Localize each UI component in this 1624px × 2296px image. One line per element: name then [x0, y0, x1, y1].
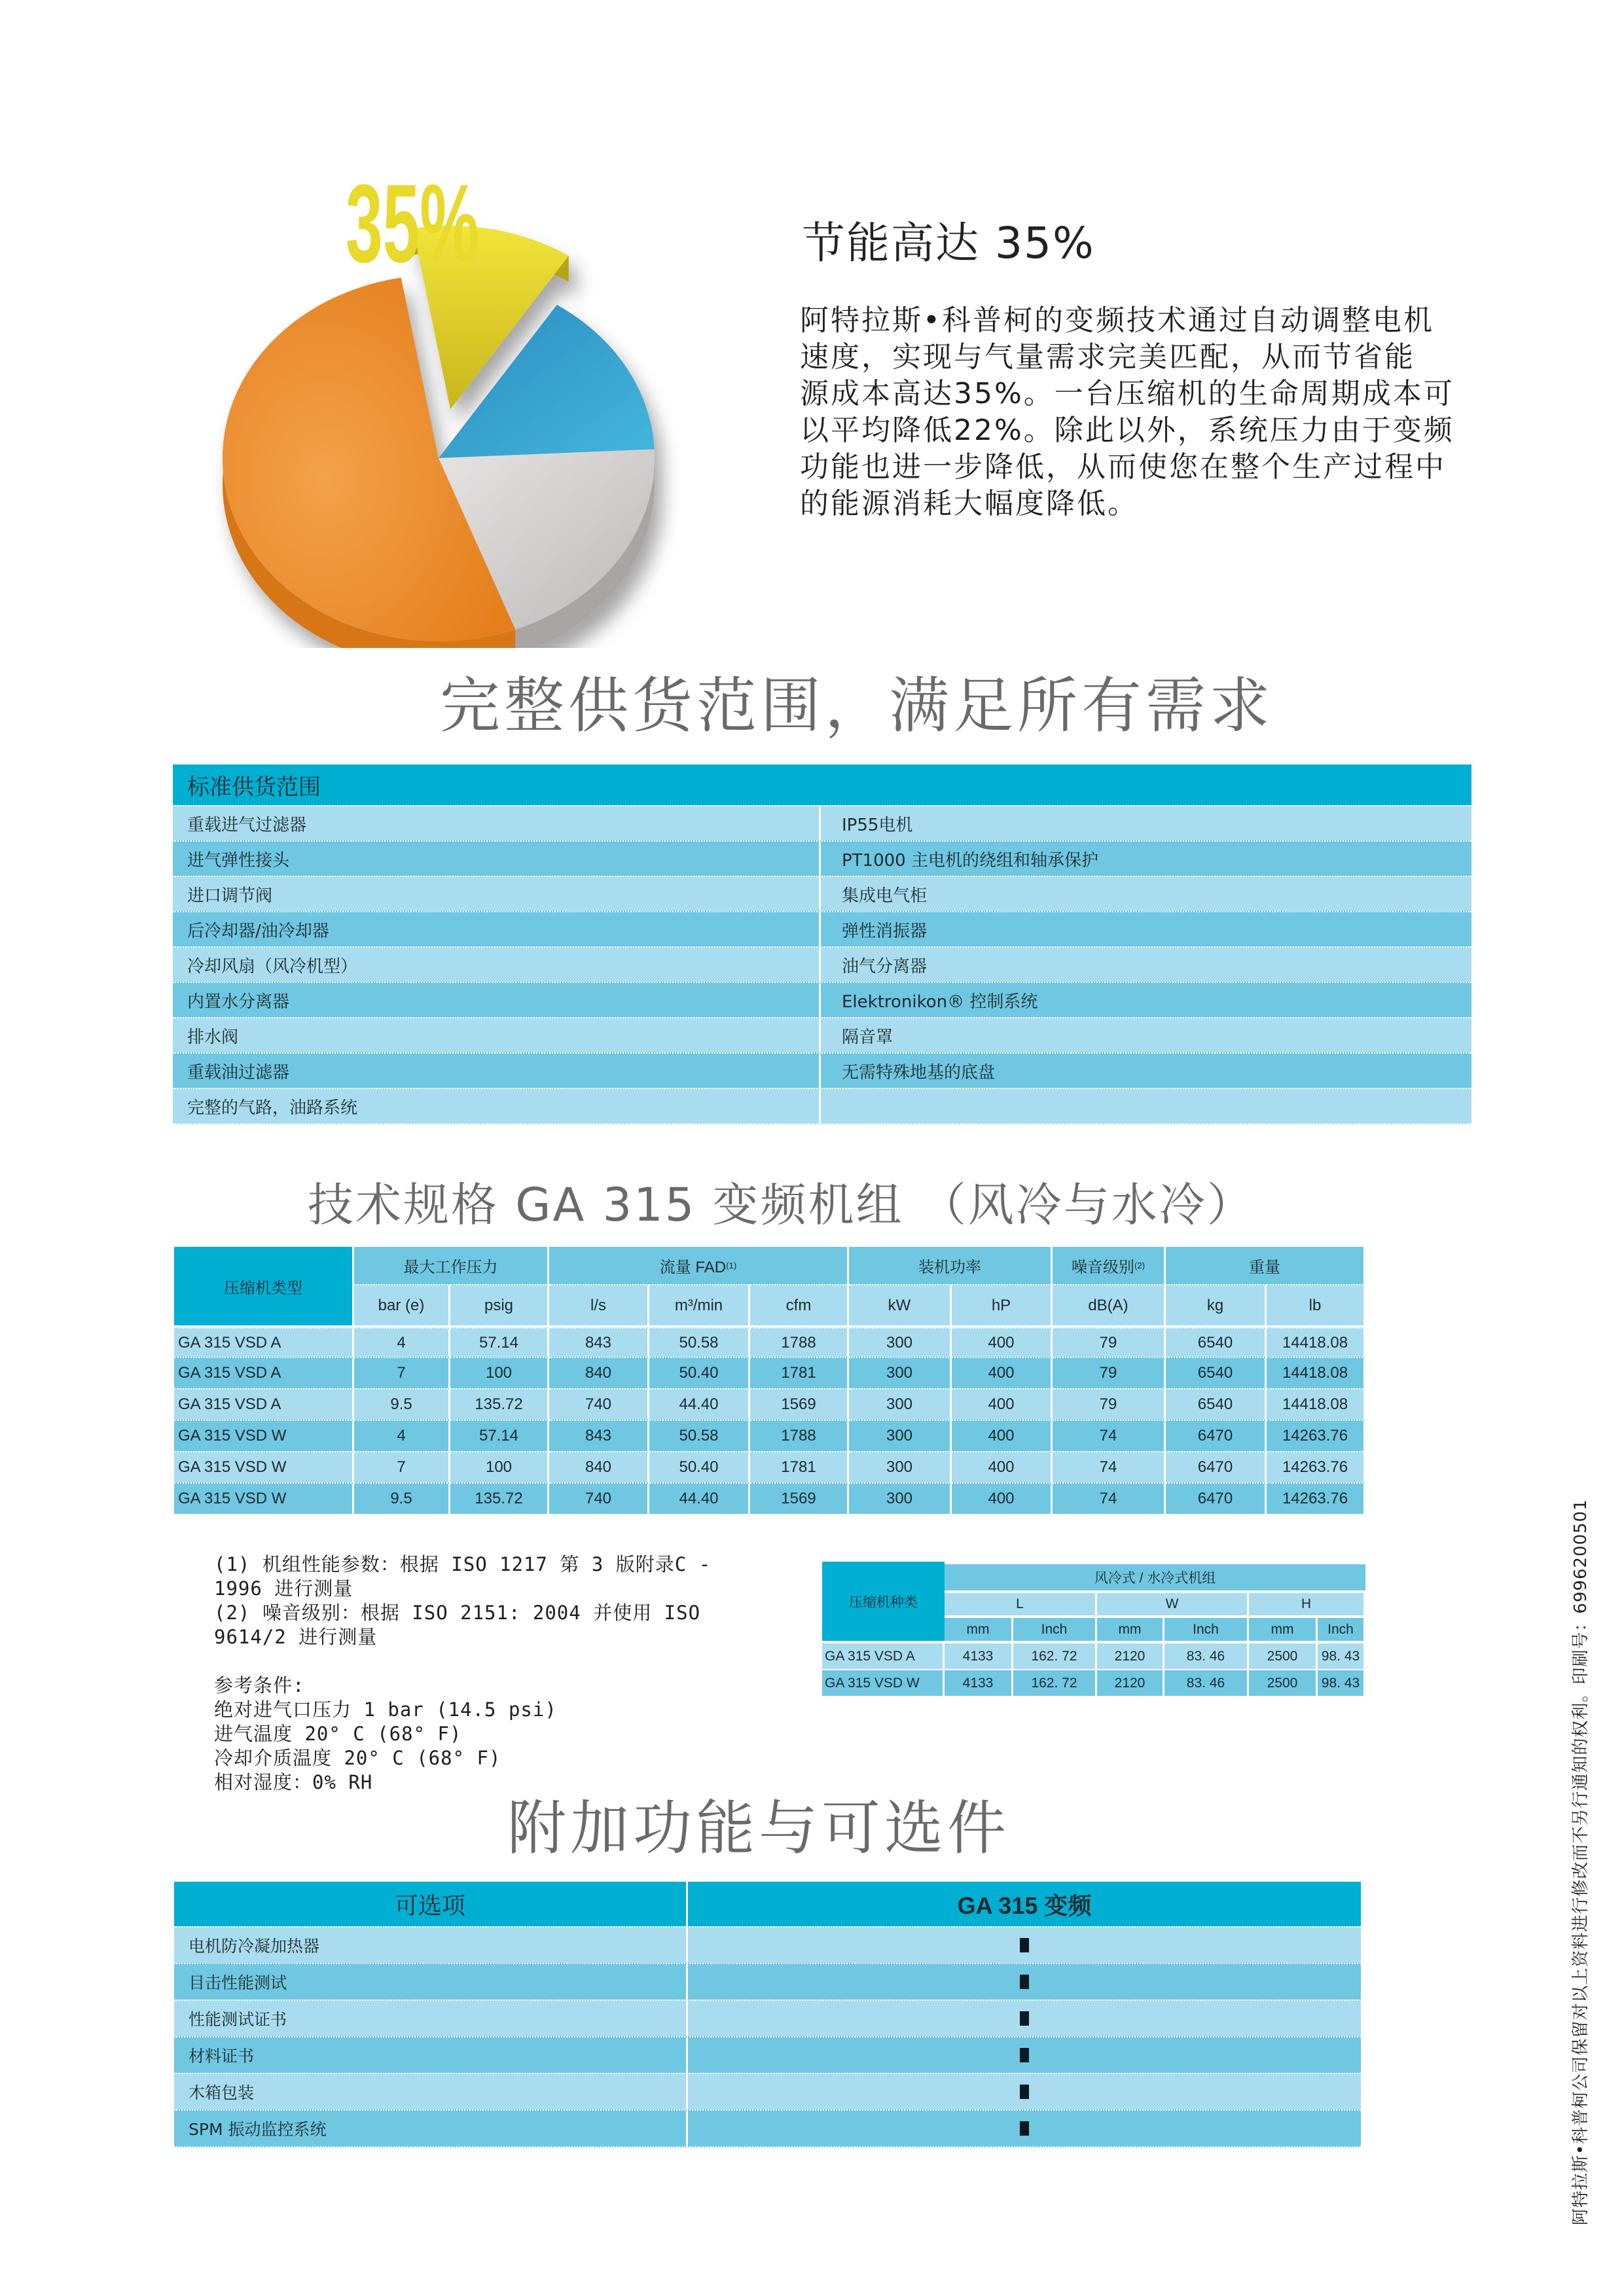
pie-percent-label: 35% [345, 164, 480, 286]
spec-cell: 14418.08 [1267, 1327, 1365, 1357]
spec-unit-header: kW [849, 1284, 952, 1325]
supply-item-left: 后冷却器/油冷却器 [173, 912, 821, 946]
spec-cell: 14263.76 [1267, 1482, 1365, 1514]
spec-cell: 74 [1053, 1451, 1166, 1482]
spec-cell: 74 [1053, 1482, 1166, 1514]
spec-cell: 6540 [1166, 1388, 1267, 1420]
condition-line: 进气温度 20° C (68° F) [214, 1723, 462, 1745]
dims-unit-header: mm [945, 1618, 1011, 1641]
spec-cell: 57.14 [450, 1327, 549, 1357]
spec-cell: 843 [549, 1420, 649, 1451]
spec-cell: 4 [354, 1420, 450, 1451]
available-square-icon [1020, 1975, 1029, 1989]
dims-row-model: GA 315 VSD A [822, 1643, 943, 1669]
available-square-icon [1020, 2011, 1029, 2026]
spec-cell: 6470 [1166, 1482, 1267, 1514]
spec-cell: 79 [1053, 1327, 1166, 1357]
option-availability [688, 2074, 1361, 2109]
condition-line: 绝对进气口压力 1 bar (14.5 psi) [214, 1698, 557, 1721]
spec-cell: 9.5 [354, 1482, 450, 1514]
spec-unit-header: bar (e) [354, 1284, 450, 1325]
energy-saving-pie-chart [216, 164, 713, 648]
supply-item-left: 冷却风扇（风冷机型） [173, 948, 821, 982]
option-availability [688, 2111, 1361, 2146]
spec-cell: 740 [549, 1388, 649, 1420]
spec-cell: 44.40 [649, 1388, 750, 1420]
spec-cell: 6470 [1166, 1451, 1267, 1482]
supply-item-right: PT1000 主电机的绕组和轴承保护 [842, 850, 1098, 870]
pie-slices [223, 226, 655, 648]
dims-cell: 162. 72 [1013, 1670, 1095, 1696]
options-section-heading: 附加功能与可选件 [507, 1794, 1010, 1863]
footnote-ref: (2) [1134, 1261, 1146, 1270]
spec-cell: 400 [952, 1327, 1053, 1357]
dims-cell: 98. 43 [1318, 1643, 1363, 1669]
hero-paragraph [800, 302, 1454, 522]
options-col-option: 可选项 [174, 1882, 688, 1926]
supply-item-right: 油气分离器 [842, 956, 928, 977]
spec-group-header: 重量 [1166, 1247, 1365, 1284]
condition-line: 相对湿度：0% RH [214, 1771, 373, 1793]
supply-row [173, 982, 1471, 1017]
dims-group-header: 风冷式 / 水冷式机组 [945, 1564, 1365, 1590]
dims-cell: 162. 72 [1013, 1643, 1095, 1669]
spec-cell: 50.58 [649, 1420, 750, 1451]
note-line: (1) 机组性能参数：根据 ISO 1217 第 3 版附录C - [214, 1553, 712, 1575]
spec-cell: 300 [849, 1451, 952, 1482]
spec-cell: 1781 [750, 1451, 849, 1482]
hero-paragraph-line: 以平均降低22%。除此以外，系统压力由于变频 [800, 414, 1454, 447]
options-col-model: GA 315 变频 [957, 1892, 1092, 1919]
dims-unit-header: Inch [1013, 1618, 1095, 1641]
option-row [174, 1963, 1361, 2000]
dims-type-header: 压缩机种类 [822, 1562, 945, 1641]
spec-cell: 100 [450, 1357, 549, 1388]
spec-cell: 840 [549, 1357, 649, 1388]
supply-item-left: 内置水分离器 [173, 983, 821, 1017]
hero-paragraph-line: 源成本高达35%。一台压缩机的生命周期成本可 [800, 377, 1454, 410]
spec-unit-header: dB(A) [1053, 1284, 1166, 1325]
available-square-icon [1020, 2048, 1029, 2062]
spec-row-model: GA 315 VSD W [174, 1451, 354, 1482]
dims-cell: 2500 [1249, 1670, 1316, 1696]
option-row [174, 1926, 1361, 1963]
spec-cell: 7 [354, 1357, 450, 1388]
spec-unit-header: m³/min [649, 1284, 750, 1325]
spec-row-model: GA 315 VSD W [174, 1482, 354, 1514]
spec-row-model: GA 315 VSD A [174, 1357, 354, 1388]
supply-row [173, 876, 1471, 911]
standard-supply-table [173, 764, 1471, 1124]
spec-cell: 6470 [1166, 1420, 1267, 1451]
spec-cell: 9.5 [354, 1388, 450, 1420]
spec-cell: 300 [849, 1482, 952, 1514]
note-line: 1996 进行测量 [214, 1577, 353, 1600]
spec-cell: 7 [354, 1451, 450, 1482]
option-availability [688, 1964, 1361, 2000]
spec-cell: 14263.76 [1267, 1420, 1365, 1451]
spec-notes [214, 1552, 711, 1795]
option-row [174, 2109, 1361, 2147]
supply-item-left: 进口调节阀 [173, 877, 821, 911]
spec-cell: 1788 [750, 1327, 849, 1357]
spec-unit-header: psig [450, 1284, 549, 1325]
spec-cell: 135.72 [450, 1388, 549, 1420]
condition-line: 冷却介质温度 20° C (68° F) [214, 1747, 501, 1769]
option-availability [688, 2001, 1361, 2036]
dims-unit-header: Inch [1318, 1618, 1363, 1641]
spec-group-header: 装机功率 [849, 1247, 1053, 1284]
option-label: 电机防冷凝加热器 [174, 1928, 688, 1963]
spec-cell: 300 [849, 1357, 952, 1388]
side-note-text: 阿特拉斯•科普柯公司保留对以上资料进行修改而不另行通知的权利。印刷号：6996200501 [1571, 1499, 1591, 2225]
supply-row [173, 911, 1471, 946]
spec-cell: 14418.08 [1267, 1357, 1365, 1388]
dims-cell: 4133 [945, 1670, 1011, 1696]
supply-row [173, 1052, 1471, 1088]
options-table-header [174, 1882, 1361, 1926]
spec-cell: 57.14 [450, 1420, 549, 1451]
option-label: 目击性能测试 [174, 1964, 688, 2000]
option-label: 材料证书 [174, 2037, 688, 2073]
footnote-ref: (1) [726, 1261, 737, 1270]
spec-cell: 74 [1053, 1420, 1166, 1451]
spec-row-model: GA 315 VSD A [174, 1388, 354, 1420]
available-square-icon [1020, 1938, 1029, 1952]
spec-cell: 843 [549, 1327, 649, 1357]
dimensions-table [822, 1562, 1365, 1697]
spec-cell: 6540 [1166, 1327, 1267, 1357]
supply-item-right: 隔音罩 [842, 1027, 893, 1047]
supply-item-right: 集成电气柜 [842, 886, 928, 906]
hero-title: 节能高达 35% [802, 218, 1095, 268]
dims-unit-header: mm [1249, 1618, 1316, 1641]
pie-svg [216, 164, 713, 648]
spec-group-header: 流量 FAD (1) [549, 1247, 849, 1284]
dims-axis-header: H [1249, 1593, 1363, 1615]
hero-paragraph-line: 功能也进一步降低，从而使您在整个生产过程中 [800, 450, 1446, 484]
supply-item-left: 重载油过滤器 [173, 1054, 821, 1088]
note-line: 9614/2 进行测量 [214, 1626, 378, 1648]
dims-cell: 83. 46 [1164, 1643, 1247, 1669]
supply-item-left: 重载进气过滤器 [173, 806, 821, 840]
option-row [174, 2000, 1361, 2036]
spec-unit-header: kg [1166, 1284, 1267, 1325]
option-availability [688, 1928, 1361, 1963]
dims-cell: 83. 46 [1164, 1670, 1247, 1696]
spec-group-header: 最大工作压力 [354, 1247, 549, 1284]
spec-unit-header: cfm [750, 1284, 849, 1325]
spec-cell: 300 [849, 1327, 952, 1357]
supply-row [173, 1017, 1471, 1052]
spec-cell: 50.40 [649, 1451, 750, 1482]
spec-cell: 79 [1053, 1388, 1166, 1420]
side-copyright-note [1568, 1499, 1594, 2225]
supply-row [173, 1088, 1471, 1124]
spec-group-header: 噪音级别 (2) [1053, 1247, 1166, 1284]
dims-cell: 4133 [945, 1643, 1011, 1669]
spec-unit-header: lb [1267, 1284, 1365, 1325]
spec-unit-header: l/s [549, 1284, 649, 1325]
option-label: SPM 振动监控系统 [174, 2111, 688, 2146]
spec-cell: 300 [849, 1420, 952, 1451]
supply-item-left: 进气弹性接头 [173, 842, 821, 876]
spec-cell: 50.40 [649, 1357, 750, 1388]
dims-row-model: GA 315 VSD W [822, 1670, 943, 1696]
spec-cell: 400 [952, 1357, 1053, 1388]
spec-cell: 100 [450, 1451, 549, 1482]
spec-cell: 840 [549, 1451, 649, 1482]
option-row [174, 2036, 1361, 2073]
option-availability [688, 2037, 1361, 2073]
supply-item-left: 排水阀 [173, 1018, 821, 1052]
spec-cell: 400 [952, 1420, 1053, 1451]
dims-axis-header: L [945, 1593, 1095, 1615]
dims-unit-header: Inch [1164, 1618, 1247, 1641]
supply-item-right: 弹性消振器 [842, 921, 928, 941]
supply-item-right: 无需特殊地基的底盘 [842, 1062, 996, 1083]
supply-row [173, 840, 1471, 876]
technical-spec-table [174, 1247, 1365, 1516]
option-label: 木箱包装 [174, 2074, 688, 2109]
spec-cell: 400 [952, 1451, 1053, 1482]
supply-item-right: Elektronikon® 控制系统 [842, 992, 1038, 1012]
dims-cell: 2120 [1097, 1643, 1163, 1669]
spec-cell: 14418.08 [1267, 1388, 1365, 1420]
spec-cell: 14263.76 [1267, 1451, 1365, 1482]
spec-cell: 400 [952, 1388, 1053, 1420]
spec-cell: 1569 [750, 1482, 849, 1514]
spec-cell: 135.72 [450, 1482, 549, 1514]
dims-unit-header: mm [1097, 1618, 1163, 1641]
hero-paragraph-line: 的能源消耗大幅度降低。 [800, 487, 1138, 520]
dims-cell: 2500 [1249, 1643, 1316, 1669]
supply-section-heading: 完整供货范围，满足所有需求 [440, 671, 1274, 741]
spec-section-heading: 技术规格 GA 315 变频机组 （风冷与水冷） [308, 1178, 1255, 1232]
spec-row-model: GA 315 VSD A [174, 1327, 354, 1357]
spec-cell: 400 [952, 1482, 1053, 1514]
spec-cell: 4 [354, 1327, 450, 1357]
dims-cell: 98. 43 [1318, 1670, 1363, 1696]
spec-cell: 740 [549, 1482, 649, 1514]
spec-row-model: GA 315 VSD W [174, 1420, 354, 1451]
supply-item-right: IP55电机 [842, 815, 913, 835]
hero-paragraph-line: 阿特拉斯•科普柯的变频技术通过自动调整电机 [800, 304, 1434, 337]
hero-paragraph-line: 速度，实现与气量需求完美匹配，从而节省能 [800, 340, 1415, 374]
dims-axis-header: W [1097, 1593, 1247, 1615]
option-label: 性能测试证书 [174, 2001, 688, 2036]
spec-cell: 1781 [750, 1357, 849, 1388]
option-row [174, 2073, 1361, 2109]
supply-item-left: 完整的气路，油路系统 [173, 1089, 821, 1123]
spec-cell: 1569 [750, 1388, 849, 1420]
spec-cell: 79 [1053, 1357, 1166, 1388]
spec-type-header: 压缩机类型 [174, 1247, 354, 1325]
spec-cell: 300 [849, 1388, 952, 1420]
note-line: (2) 噪音级别：根据 ISO 2151: 2004 并使用 ISO [214, 1602, 701, 1624]
supply-row [173, 805, 1471, 840]
dims-cell: 2120 [1097, 1670, 1163, 1696]
standard-supply-table-header: 标准供货范围 [173, 764, 1471, 805]
available-square-icon [1020, 2085, 1029, 2099]
spec-cell: 1788 [750, 1420, 849, 1451]
notes-spacer [214, 1649, 711, 1674]
supply-item-right [821, 1089, 1471, 1123]
conditions-title: 参考条件: [214, 1674, 305, 1696]
spec-unit-header: hP [952, 1284, 1053, 1325]
options-table [174, 1882, 1361, 2147]
spec-cell: 44.40 [649, 1482, 750, 1514]
supply-row [173, 946, 1471, 982]
available-square-icon [1020, 2121, 1029, 2136]
spec-cell: 50.58 [649, 1327, 750, 1357]
spec-cell: 6540 [1166, 1357, 1267, 1388]
